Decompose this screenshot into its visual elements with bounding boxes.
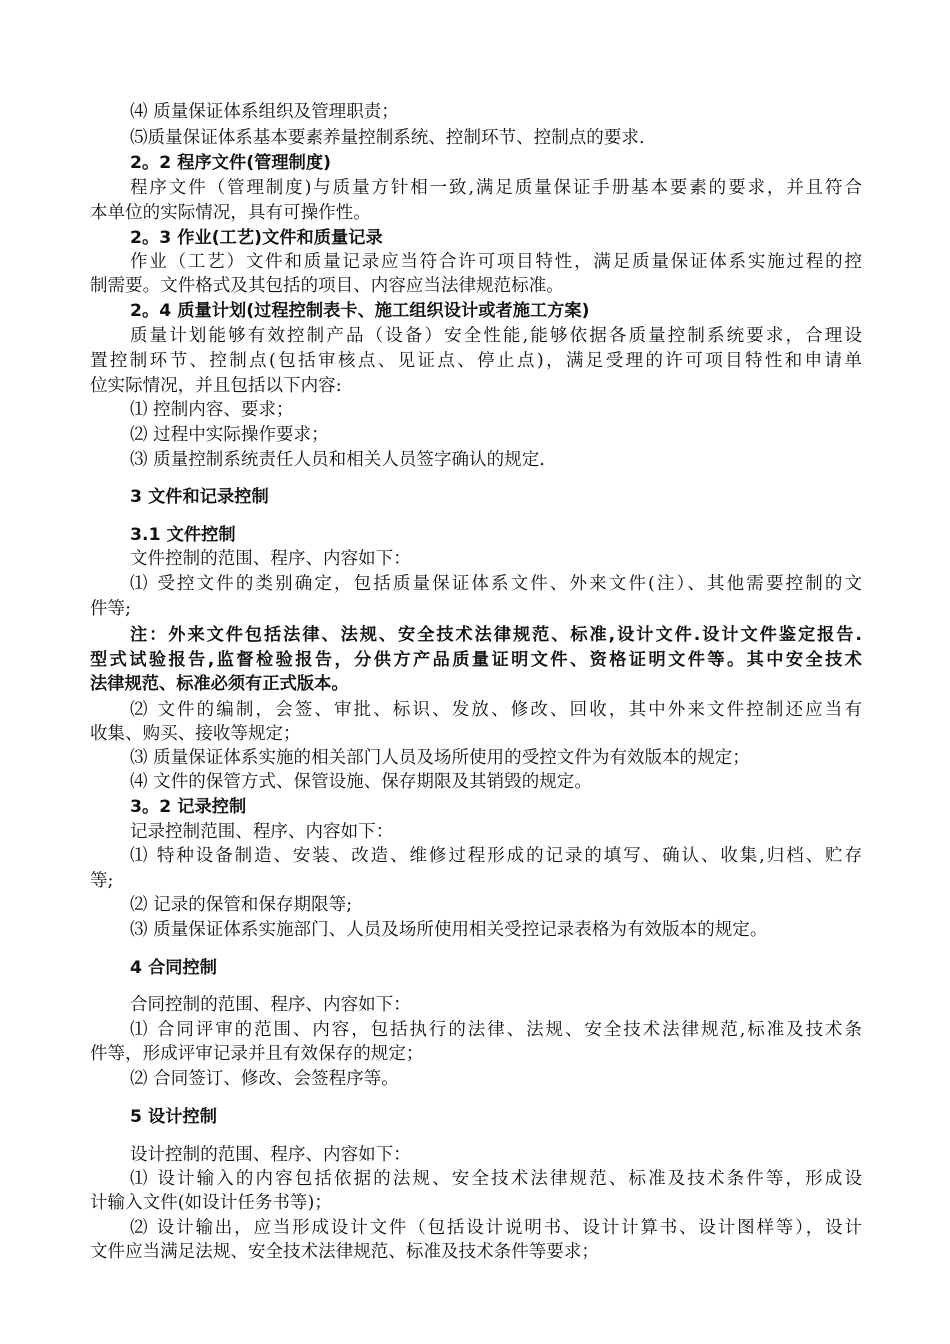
section-heading: 2。4 质量计划(过程控制表卡、施工组织设计或者施工方案) bbox=[130, 301, 590, 321]
list-item: 件等，形成评审记录并且有效保存的规定； bbox=[90, 1044, 424, 1064]
list-item: 件等; bbox=[90, 599, 132, 619]
list-item: ⑴ 特种设备制造、安装、改造、维修过程形成的记录的填写、确认、收集,归档、贮存 bbox=[130, 846, 862, 866]
list-item: 文件应当满足法规、安全技术法律规范、标准及技术条件等要求； bbox=[90, 1242, 599, 1262]
section-heading: 3.1 文件控制 bbox=[130, 525, 236, 545]
list-item: ⑵ 设计输出，应当形成设计文件（包括设计说明书、设计计算书、设计图样等），设计 bbox=[130, 1218, 862, 1238]
list-item: ⑵ 文件的编制，会签、审批、标识、发放、修改、回收，其中外来文件控制还应当有 bbox=[130, 700, 862, 720]
section-heading: 5 设计控制 bbox=[130, 1107, 217, 1127]
paragraph-line: 合同控制的范围、程序、内容如下： bbox=[130, 995, 411, 1015]
section-heading: 3。2 记录控制 bbox=[130, 797, 247, 817]
list-item: ⑴ 受控文件的类别确定，包括质量保证体系文件、外来文件(注）、其他需要控制的文 bbox=[130, 574, 862, 594]
section-heading: 4 合同控制 bbox=[130, 958, 217, 978]
list-item: ⑶ 质量保证体系实施的相关部门人员及场所使用的受控文件为有效版本的规定； bbox=[130, 748, 750, 768]
section-heading: 2。2 程序文件(管理制度) bbox=[130, 153, 332, 173]
list-item: ⑴ 控制内容、要求； bbox=[130, 400, 294, 420]
list-item: ⑶ 质量保证体系实施部门、人员及场所使用相关受控记录表格为有效版本的规定。 bbox=[130, 920, 768, 940]
paragraph-line: 制需要。文件格式及其包括的项目、内容应当法律规范标准。 bbox=[90, 276, 564, 296]
list-item: ⑵ 合同签订、修改、会签程序等。 bbox=[130, 1069, 399, 1089]
section-heading: 3 文件和记录控制 bbox=[130, 487, 269, 507]
list-item: ⑴ 设计输入的内容包括依据的法规、安全技术法律规范、标准及技术条件等，形成设 bbox=[130, 1169, 862, 1189]
list-item: 等; bbox=[90, 871, 114, 891]
list-item: ⑷ 文件的保管方式、保管设施、保存期限及其销毁的规定。 bbox=[130, 772, 592, 792]
paragraph-line: 程序文件（管理制度)与质量方针相一致,满足质量保证手册基本要素的要求，并且符合 bbox=[130, 178, 862, 198]
list-item: ⑵ 过程中实际操作要求； bbox=[130, 425, 329, 445]
list-item: ⑴ 合同评审的范围、内容，包括执行的法律、法规、安全技术法律规范,标准及技术条 bbox=[130, 1020, 862, 1040]
paragraph-line: 置控制环节、控制点(包括审核点、见证点、停止点)，满足受理的许可项目特性和申请单 bbox=[90, 351, 862, 371]
paragraph-line: 质量计划能够有效控制产品（设备）安全性能,能够依据各质量控制系统要求，合理设 bbox=[130, 326, 862, 346]
list-item: ⑵ 记录的保管和保存期限等; bbox=[130, 895, 353, 915]
note-line: 型式试验报告,监督检验报告，分供方产品质量证明文件、资格证明文件等。其中安全技术 bbox=[90, 650, 862, 670]
list-item: ⑷ 质量保证体系组织及管理职责； bbox=[130, 102, 399, 122]
paragraph-line: 记录控制范围、程序、内容如下： bbox=[130, 822, 394, 842]
list-item: 收集、购买、接收等规定； bbox=[90, 724, 301, 744]
list-item: ⑸质量保证体系基本要素养量控制系统、控制环节、控制点的要求. bbox=[130, 128, 645, 148]
paragraph-line: 位实际情况，并且包括以下内容: bbox=[90, 376, 342, 396]
list-item: ⑶ 质量控制系统责任人员和相关人员签字确认的规定. bbox=[130, 450, 545, 470]
paragraph-line: 文件控制的范围、程序、内容如下： bbox=[130, 549, 411, 569]
note-line: 注：外来文件包括法律、法规、安全技术法律规范、标准,设计文件.设计文件鉴定报告. bbox=[130, 625, 862, 645]
list-item: 计输入文件(如设计任务书等)； bbox=[90, 1193, 332, 1213]
note-line: 法律规范、标准必须有正式版本。 bbox=[90, 674, 349, 694]
paragraph-line: 本单位的实际情况，具有可操作性。 bbox=[90, 203, 371, 223]
paragraph-line: 设计控制的范围、程序、内容如下： bbox=[130, 1145, 411, 1165]
paragraph-line: 作业（工艺）文件和质量记录应当符合许可项目特性，满足质量保证体系实施过程的控 bbox=[130, 252, 862, 272]
section-heading: 2。3 作业(工艺)文件和质量记录 bbox=[130, 228, 383, 248]
